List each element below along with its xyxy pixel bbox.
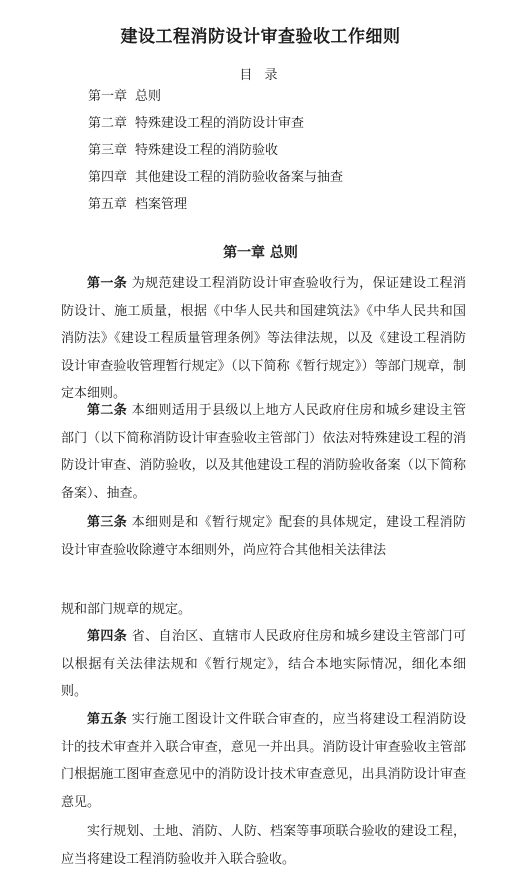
toc-chapter-title: 其他建设工程的消防验收备案与抽查 [135, 170, 344, 185]
article-text: 本细则适用于县级以上地方人民政府住房和城乡建设主管部门（以下简称消防设计审查验收主管部门）依法对特殊建设工程的消防设计审查、消防验收，以及其他建设工程的消防验收备案（以下简称备案）、抽查。 [61, 403, 466, 501]
article-text: 省、自治区、直辖市人民政府住房和城乡建设主管部门可以根据有关法律法规和《暂行规定》，结合本地实际情况，细化本细则。 [61, 629, 466, 699]
article-3-continuation [61, 596, 466, 624]
table-of-contents [88, 88, 343, 223]
article-text: 实行施工图设计文件联合审查的，应当将建设工程消防设计的技术审查并入联合审查，意见一并出具。消防设计审查验收主管部门根据施工图审查意见中的消防设计技术审查意见，出具消防设计审查意见。 [61, 712, 466, 810]
article-text: 实行规划、土地、消防、人防、档案等事项联合验收的建设工程，应当将建设工程消防验收并入联合验收。 [61, 824, 466, 867]
toc-chapter-number: 第二章 [88, 116, 128, 131]
article-label: 第五条 [87, 712, 128, 727]
toc-item [88, 115, 343, 142]
article-label: 第三条 [87, 515, 128, 530]
chapter-heading: 第一章 总则 [223, 245, 298, 261]
toc-chapter-number: 第五章 [88, 197, 128, 212]
toc-item [88, 169, 343, 196]
toc-item [88, 88, 343, 115]
toc-chapter-number: 第四章 [88, 170, 128, 185]
article-text: 本细则是和《暂行规定》配套的具体规定，建设工程消防设计审查验收除遵守本细则外，尚应符合其他相关法律法 [61, 515, 466, 558]
article-4 [61, 623, 466, 706]
article-label: 第一条 [87, 276, 128, 291]
toc-chapter-title: 特殊建设工程的消防验收 [135, 143, 279, 158]
toc-chapter-title: 总则 [135, 89, 162, 104]
article-1 [61, 270, 466, 408]
toc-chapter-number: 第一章 [88, 89, 128, 104]
article-5-paragraph-2 [61, 818, 466, 873]
toc-heading: 目 录 [239, 68, 282, 83]
article-text: 规和部门规章的规定。 [61, 602, 192, 617]
article-2 [61, 397, 466, 507]
toc-item [88, 142, 343, 169]
document-title: 建设工程消防设计审查验收工作细则 [120, 27, 401, 47]
toc-chapter-number: 第三章 [88, 143, 128, 158]
article-5 [61, 706, 466, 816]
toc-chapter-title: 档案管理 [135, 197, 188, 212]
article-label: 第四条 [87, 629, 128, 644]
toc-item [88, 196, 343, 223]
article-label: 第二条 [87, 403, 128, 418]
article-3 [61, 509, 466, 564]
article-text: 为规范建设工程消防设计审查验收行为，保证建设工程消防设计、施工质量，根据《中华人民共和国建筑法》《中华人民共和国消防法》《建设工程质量管理条例》等法律法规，以及《建设工程消防设计审查验收管理暂行规定》（以下简称《暂行规定》）等部门规章，制定本细则。 [61, 276, 466, 401]
toc-chapter-title: 特殊建设工程的消防设计审查 [135, 116, 305, 131]
